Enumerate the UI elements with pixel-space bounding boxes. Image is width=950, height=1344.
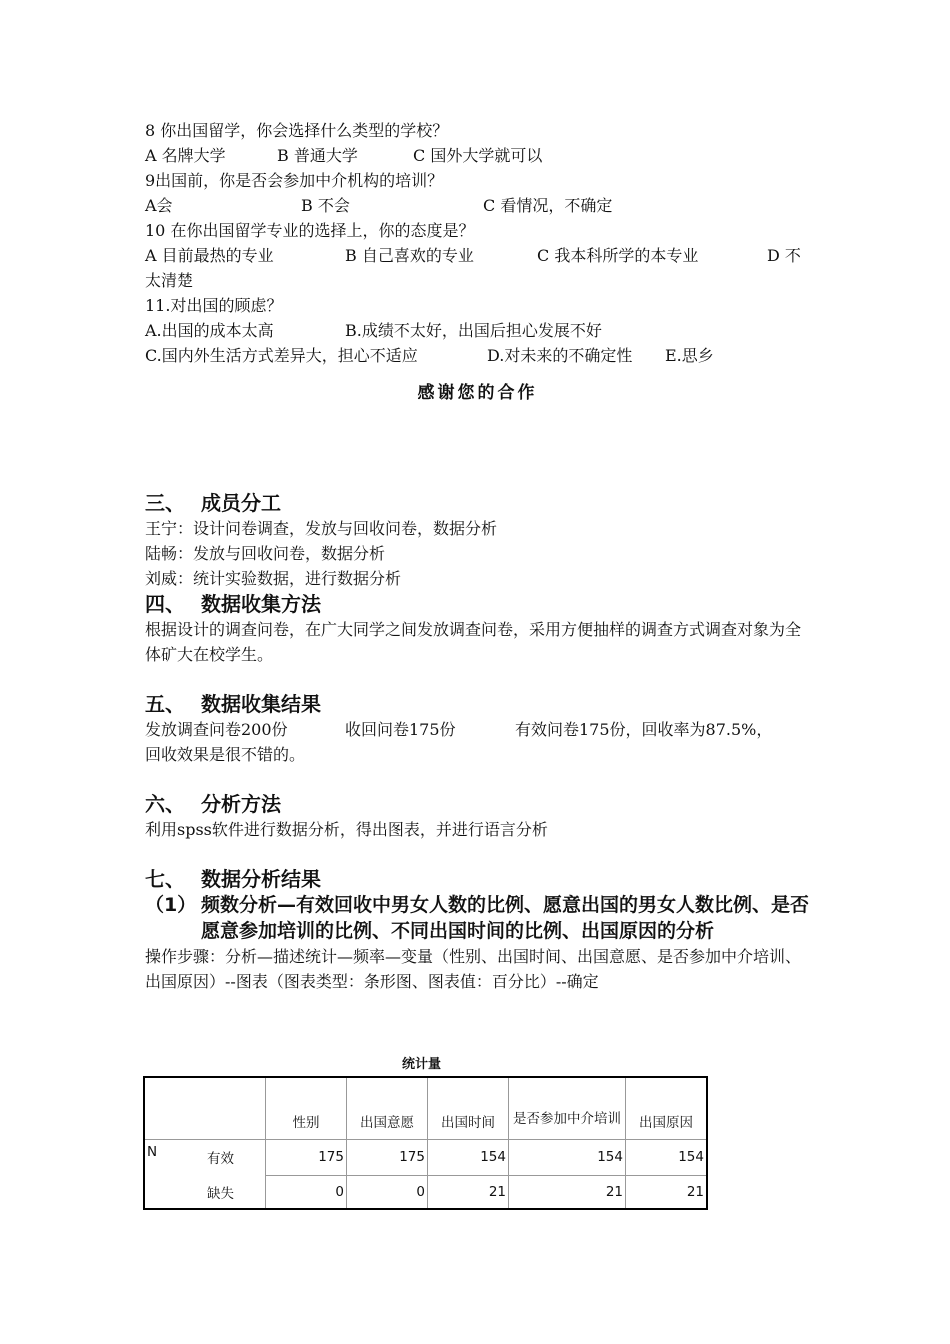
section-5-valid: 有效问卷175份，回收率为87.5%，: [515, 720, 773, 739]
q9-option-a: A会: [145, 196, 173, 215]
member-line-1: 王宁：设计问卷调查，发放与回收问卷，数据分析: [145, 519, 498, 538]
q11-option-d: D.对未来的不确定性: [487, 346, 633, 365]
header-willingness: 出国意愿: [347, 1077, 428, 1139]
section-5-sent: 发放调查问卷200份: [145, 720, 288, 739]
section-4-number: 四、: [145, 592, 185, 616]
q8-option-b: B 普通大学: [277, 146, 358, 165]
cell-missing-time: 21: [428, 1175, 509, 1209]
section-5-title: 数据收集结果: [201, 692, 321, 716]
row-label-empty: [144, 1175, 205, 1209]
q11-options-2: [145, 343, 810, 368]
section-6-title: 分析方法: [201, 792, 281, 816]
thanks-text: 感谢您的合作: [417, 383, 538, 403]
member-line-3: 刘威：统计实验数据，进行数据分析: [145, 569, 402, 588]
section-3-title: 成员分工: [201, 491, 281, 515]
statistics-table: [143, 1076, 708, 1210]
q10-option-d: D 不: [767, 246, 801, 265]
table-row: [144, 1139, 707, 1175]
section-3-number: 三、: [145, 491, 185, 515]
header-gender: 性别: [266, 1077, 347, 1139]
section-7-number: 七、: [145, 867, 185, 891]
member-line-2: 陆畅：发放与回收问卷，数据分析: [145, 544, 386, 563]
q8-options: [145, 143, 810, 168]
header-training: 是否参加中介培训: [509, 1077, 626, 1139]
q9-question: 9出国前，你是否会参加中介机构的培训？: [145, 171, 444, 190]
header-empty-1: [144, 1077, 205, 1139]
cell-missing-willingness: 0: [347, 1175, 428, 1209]
header-empty-2: [205, 1077, 266, 1139]
row-label-valid: 有效: [205, 1139, 266, 1175]
subsection-1-title: 频数分析—有效回收中男女人数的比例、愿意出国的男女人数比例、是否愿意参加培训的比例、不同出国时间的比例、出国原因的分析: [201, 894, 810, 942]
table-row: [144, 1175, 707, 1209]
q11-options-1: [145, 318, 810, 343]
section-4-text: 根据设计的调查问卷，在广大同学之间发放调查问卷，采用方便抽样的调查方式调查对象为全体矿大在校学生。: [145, 620, 802, 664]
q11-option-e: E.思乡: [665, 346, 714, 365]
section-4-title: 数据收集方法: [201, 592, 321, 616]
section-5-line-2: 回收效果是很不错的。: [145, 745, 306, 764]
section-4-heading: [145, 591, 810, 617]
header-reason: 出国原因: [626, 1077, 708, 1139]
cell-valid-time: 154: [428, 1139, 509, 1175]
q8-option-a: A 名牌大学: [145, 146, 226, 165]
q10-option-a: A 目前最热的专业: [145, 246, 274, 265]
q10-question: 10 在你出国留学专业的选择上，你的态度是？: [145, 221, 475, 240]
row-label-n: N: [147, 1143, 158, 1160]
q10-options: [145, 243, 810, 268]
q10-option-c: C 我本科所学的本专业: [537, 246, 699, 265]
q10-option-d-cont: 太清楚: [145, 271, 194, 290]
section-5-returned: 收回问卷175份: [345, 720, 456, 739]
q11-option-b: B.成绩不太好，出国后担心发展不好: [345, 321, 602, 340]
q9-option-b: B 不会: [301, 196, 350, 215]
q9-options: [145, 193, 810, 218]
section-7-title: 数据分析结果: [201, 867, 321, 891]
q9-option-c: C 看情况，不确定: [483, 196, 613, 215]
q10-option-b: B 自己喜欢的专业: [345, 246, 474, 265]
section-7-heading: [145, 866, 810, 892]
q11-question: 11.对出国的顾虑？: [145, 296, 283, 315]
cell-valid-reason: 154: [626, 1139, 708, 1175]
q8-question: 8 你出国留学，你会选择什么类型的学校？: [145, 121, 449, 140]
section-5-line-1: [145, 717, 810, 742]
section-3-heading: [145, 490, 810, 516]
table-header-row: [144, 1077, 707, 1139]
operation-steps: 操作步骤：分析—描述统计—频率—变量（性别、出国时间、出国意愿、是否参加中介培训、出国原因）--图表（图表类型：条形图、图表值：百分比）--确定: [145, 947, 802, 991]
section-6-text: 利用spss软件进行数据分析，得出图表，并进行语言分析: [145, 820, 548, 839]
header-time: 出国时间: [428, 1077, 509, 1139]
cell-missing-reason: 21: [626, 1175, 708, 1209]
section-6-number: 六、: [145, 792, 185, 816]
q8-option-c: C 国外大学就可以: [413, 146, 543, 165]
section-5-number: 五、: [145, 692, 185, 716]
cell-valid-gender: 175: [266, 1139, 347, 1175]
q11-option-c: C.国内外生活方式差异大，担心不适应: [145, 346, 418, 365]
document-page: [145, 118, 810, 994]
row-label-missing: 缺失: [205, 1175, 266, 1209]
q11-option-a: A.出国的成本太高: [145, 321, 274, 340]
cell-missing-training: 21: [509, 1175, 626, 1209]
cell-valid-willingness: 175: [347, 1139, 428, 1175]
cell-missing-gender: 0: [266, 1175, 347, 1209]
cell-valid-training: 154: [509, 1139, 626, 1175]
section-5-heading: [145, 691, 810, 717]
table-title: 统计量: [402, 1057, 442, 1072]
subsection-1-number: （1）: [145, 894, 197, 916]
section-6-heading: [145, 791, 810, 817]
subsection-1-heading: [145, 892, 810, 944]
